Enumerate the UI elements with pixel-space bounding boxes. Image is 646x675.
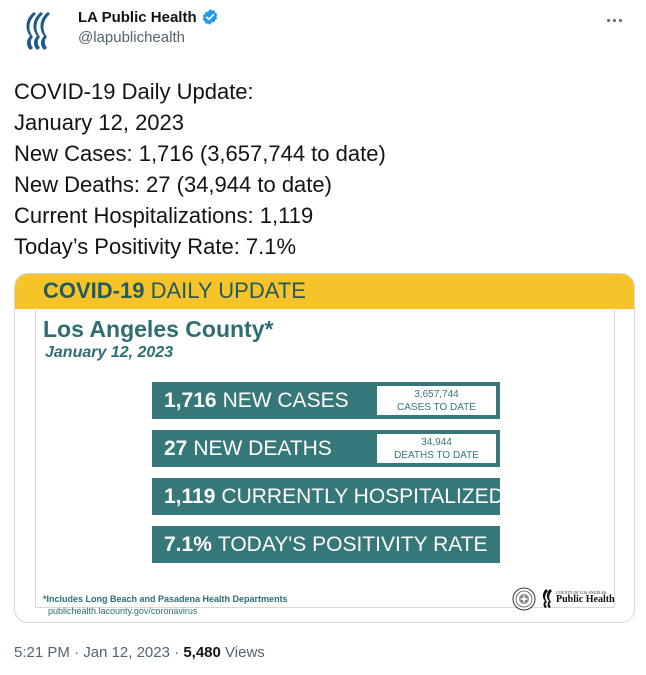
tweet-date[interactable]: Jan 12, 2023 xyxy=(83,644,170,661)
stat-new-deaths xyxy=(152,430,500,467)
display-name[interactable]: LA Public Health xyxy=(78,8,197,26)
views-count: 5,480 xyxy=(183,644,221,661)
footnote: *Includes Long Beach and Pasadena Health Departments xyxy=(43,594,288,604)
stat-label: CURRENTLY HOSPITALIZED xyxy=(221,484,504,508)
logo-big-text: Public Health xyxy=(556,594,615,605)
tweet-line: New Deaths: 27 (34,944 to date) xyxy=(14,172,332,197)
la-public-health-logo-icon xyxy=(14,6,62,54)
tweet-text xyxy=(14,76,634,262)
views-label: Views xyxy=(225,644,265,661)
tweet-header xyxy=(14,6,634,58)
stat-side-label: DEATHS TO DATE xyxy=(394,450,479,461)
banner-rest: DAILY UPDATE xyxy=(150,278,306,303)
more-dot xyxy=(607,19,610,22)
stat-value: 27 xyxy=(164,436,188,460)
footer-url: publichealth.lacounty.gov/coronavirus xyxy=(48,606,198,616)
display-name-row xyxy=(78,8,219,26)
stat-label: NEW CASES xyxy=(222,388,349,412)
county-title: Los Angeles County* xyxy=(43,316,274,342)
banner-bold: COVID-19 xyxy=(43,278,145,303)
stat-value: 7.1% xyxy=(164,532,212,556)
stat-positivity-rate xyxy=(152,526,500,563)
update-date: January 12, 2023 xyxy=(45,344,174,361)
tweet-line: January 12, 2023 xyxy=(14,110,185,135)
tweet-line: New Cases: 1,716 (3,657,744 to date) xyxy=(14,141,386,166)
author-names xyxy=(78,8,219,46)
stat-value: 1,716 xyxy=(164,388,217,412)
logo-small-text: COUNTY OF LOS ANGELES xyxy=(556,590,607,595)
stat-label: NEW DEATHS xyxy=(193,436,332,460)
public-health-logo xyxy=(540,587,615,609)
stat-side-value: 34,944 xyxy=(421,437,452,448)
meta-separator: · xyxy=(74,644,80,661)
stat-hospitalized xyxy=(152,478,504,515)
banner-title xyxy=(43,278,306,304)
stat-side-box xyxy=(377,386,496,415)
more-dot xyxy=(619,19,622,22)
stat-side-value: 3,657,744 xyxy=(414,389,459,400)
stat-side-box xyxy=(377,434,496,463)
tweet-line: COVID-19 Daily Update: xyxy=(14,79,254,104)
stat-side-label: CASES TO DATE xyxy=(397,402,476,413)
stat-new-cases xyxy=(152,382,500,419)
stat-label: TODAY'S POSITIVITY RATE xyxy=(217,532,488,556)
tweet-time[interactable]: 5:21 PM xyxy=(14,644,70,661)
more-options-icon[interactable] xyxy=(602,10,626,30)
avatar[interactable] xyxy=(14,6,62,54)
meta-separator: · xyxy=(174,644,180,661)
stat-value: 1,119 xyxy=(164,484,216,508)
logo-text xyxy=(556,591,615,605)
update-banner xyxy=(15,274,634,309)
county-seal-icon xyxy=(512,587,536,611)
tweet-media-image[interactable] xyxy=(14,273,635,623)
handle[interactable]: @lapublichealth xyxy=(78,29,185,46)
tweet-line: Current Hospitalizations: 1,119 xyxy=(14,203,314,228)
public-health-logo-icon xyxy=(540,587,554,609)
verified-badge-icon xyxy=(201,8,219,26)
tweet-meta xyxy=(14,644,265,661)
tweet-line: Today’s Positivity Rate: 7.1% xyxy=(14,234,297,259)
more-dot xyxy=(613,19,616,22)
